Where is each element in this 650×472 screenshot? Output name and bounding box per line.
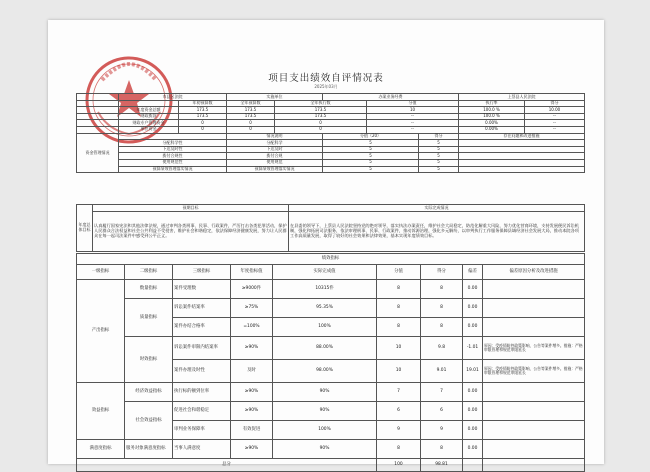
table-row: 单位资金 0 0 0 -- 0.00% -- bbox=[77, 126, 585, 133]
table-row: 案件办结合格率 =100% 100% 8 8 0.00 bbox=[77, 318, 585, 337]
goals-actual-text: 在县委的领导下，上蔡县人民法院坚持党的绝对领导，落实执法办案责任，维护社会大局稳定，防范化解重大风险，努力优化营商环境，支持发展便民诉讼机制，强化和拓展司法服务，依法审理刑事、民事、行政案件，推动诉源治理，强化多元解纷，以审判执行工作服务保障县域经济社会发展大局，推动本院各项工作高质量发展，取得了较好的社会效果和法律效果，基本实现年度绩效目标。 bbox=[289, 212, 585, 252]
document-date: 2025年03月 bbox=[314, 84, 338, 89]
table-row: 使用规范性 使用规范 5 5 bbox=[77, 159, 585, 166]
mgmt-label: 资金管理情况 bbox=[77, 133, 119, 173]
table-row: 资金管理情况 情况说明 分值（20） 得分 存在问题和改进措施 bbox=[77, 133, 585, 140]
table-row: 预算绩效管理落实情况 预算绩效管理落实情况 5 5 bbox=[77, 166, 585, 173]
table-row: 绩效指标 bbox=[77, 254, 585, 265]
table-row: 年度总体目标 预期目标 实际完成情况 bbox=[77, 205, 585, 212]
table-row: 社会效益指标 促进社会和谐稳定 ≥90% 90% 6 6 0.00 bbox=[77, 402, 585, 421]
table-row bbox=[77, 212, 585, 252]
table-header-row: 一级指标 二级指标 三级指标 年度指标值 实际完成值 分值 得分 偏差 偏差原因分析及改进措施 bbox=[77, 265, 585, 280]
goals-table bbox=[76, 204, 585, 252]
table-row: 时效指标 诉讼案件审限内结案率 ≥90% 88.00% 10 9.8 -1.01 原因：受疫情防控政策影响，公告等案件增多。措施：严格审限管理和规范审限延长 bbox=[77, 337, 585, 360]
table-row: 效益指标 经济效益指标 执行标的额到位率 ≥90% 90% 7 7 0.00 bbox=[77, 383, 585, 402]
table-row: 满意度指标 服务对象满意度指标 当事人满意度 ≥90% 90% 8 8 0.00 bbox=[77, 440, 585, 459]
table-row: 财政专户管理资金 0 0 0 -- 0.00% -- bbox=[77, 120, 585, 127]
total-points: 100 bbox=[377, 459, 421, 472]
total-label: 总分 bbox=[77, 459, 377, 472]
document-page bbox=[48, 20, 604, 468]
total-row bbox=[77, 459, 585, 472]
table-row: 市县区法院 实施单位 办案业务经费 上蔡县人民法院 bbox=[77, 94, 585, 101]
table-row: 年度资金总额 173.5 173.5 173.5 10 100.0 % 10.00 bbox=[77, 107, 585, 114]
table-row: 分配科学性 分配科学 5 5 bbox=[77, 140, 585, 147]
document-title: 项目支出绩效自评情况表 bbox=[268, 73, 384, 84]
table-row: 案件办理及时性 及时 98.00% 10 9.01 19.01 原因：受疫情防控政策影响，公告等案件增多。措施：严格审限管理和规范审限延长 bbox=[77, 360, 585, 383]
goals-label: 年度总体目标 bbox=[77, 205, 93, 252]
total-score: 98.81 bbox=[421, 459, 463, 472]
table-row: 审判业务保障率 有效促进 100% 9 9 0.00 bbox=[77, 421, 585, 440]
table-row: 产出指标 数量指标 案件受理数 ≥9000件 10315件 8 8 0.00 bbox=[77, 280, 585, 299]
funds-table bbox=[76, 93, 585, 173]
table-row: 质量指标 诉讼案件结案率 ≥75% 95.35% 8 8 0.00 bbox=[77, 299, 585, 318]
table-row: 下达及时性 下达及时 5 5 bbox=[77, 146, 585, 153]
table-row: 拨付合规性 拨付合规 5 5 bbox=[77, 153, 585, 160]
table-row: 财政拨款 173.5 173.5 173.5 -- 100.0 % -- bbox=[77, 113, 585, 120]
table-row: 年初预算数 全年预算数 全年执行数 分值 执行率 得分 bbox=[77, 100, 585, 107]
goals-plan-text: 认真履行国家宪法和其他法律法规，通过审判各类刑事、民事、行政案件，严厉打击各类犯罪活动，保护人民群众合法权益和社会公共利益不受侵害，维护社会和谐稳定，依法保障经济健康发展，努力让人民群众在每一起司法案件中感受到公平正义。 bbox=[93, 212, 289, 252]
performance-table bbox=[76, 253, 585, 472]
